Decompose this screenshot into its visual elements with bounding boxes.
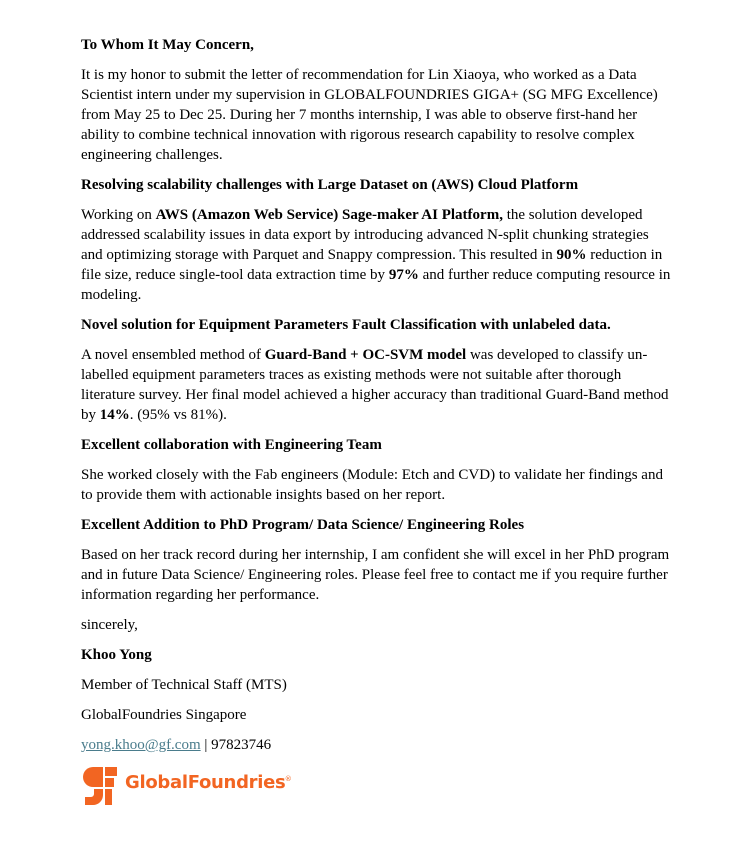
section-collaboration (81, 435, 671, 505)
section-body (81, 345, 671, 425)
body-text: She worked closely with the Fab engineers (Module: Etch and CVD) to validate her findings and to provide them with actionable insights based on her report. (81, 467, 663, 503)
section-phd-program (81, 515, 671, 605)
emphasis-text: AWS (Amazon Web Service) Sage-maker AI Platform, (155, 207, 503, 223)
section-body (81, 545, 671, 605)
emphasis-text: 14% (99, 407, 130, 423)
registered-mark: ® (284, 775, 292, 783)
body-text: Working on (81, 207, 156, 223)
section-heading: Novel solution for Equipment Parameters Fault Classification with unlabeled data. (81, 317, 611, 333)
emphasis-text: 90% (556, 247, 587, 263)
section-heading: Excellent Addition to PhD Program/ Data Science/ Engineering Roles (81, 517, 525, 533)
signatory-title: Member of Technical Staff (MTS) (81, 677, 287, 693)
body-text: . (95% vs 81%). (129, 407, 227, 423)
logo-text: GlobalFoundries (125, 772, 286, 793)
body-text: and further reduce computing resource in modeling. (81, 267, 671, 303)
section-body (81, 205, 671, 305)
body-text: was developed to classify un-labelled equipment parameters traces as existing methods were not suitable after thorough literature survey. Her final model achieved a higher accuracy than traditional Guard-Band method by (81, 347, 669, 423)
body-text: the solution developed addressed scalability issues in data export by introducing advanced N-split chunking strategies and optimizing storage with Parquet and Snappy compression. This resulted in (81, 207, 649, 263)
section-aws (81, 175, 671, 305)
salutation: To Whom It May Concern, (81, 37, 254, 53)
section-body (81, 465, 671, 505)
body-text: Based on her track record during her internship, I am confident she will excel in her PhD program and in future Data Science/ Engineering roles. Please feel free to contact me if you require further information regarding her performance. (81, 547, 670, 603)
section-heading: Excellent collaboration with Engineering Team (81, 437, 382, 453)
company-logo (81, 765, 671, 805)
intro-paragraph: It is my honor to submit the letter of recommendation for Lin Xiaoya, who worked as a Data Scientist intern under my supervision in GLOBALFOUNDRIES GIGA+ (SG MFG Excellence) from May 25 to Dec 25. During her 7 months internship, I was able to observe first-hand her ability to combine technical innovation with rigorous research capability to resolve complex engineering challenges. (81, 67, 658, 163)
section-heading: Resolving scalability challenges with Large Dataset on (AWS) Cloud Platform (81, 177, 579, 193)
section-fault-classification (81, 315, 671, 425)
signatory-name: Khoo Yong (81, 647, 152, 663)
email-link[interactable]: yong.khoo@gf.com (81, 737, 201, 753)
closing: sincerely, (81, 617, 138, 633)
signatory-company: GlobalFoundries Singapore (81, 707, 247, 723)
body-text: A novel ensembled method of (81, 347, 265, 363)
body-text: reduction in file size, reduce single-tool data extraction time by (81, 247, 663, 283)
contact-separator: | (200, 737, 212, 753)
logo-wordmark (125, 772, 292, 793)
emphasis-text: Guard-Band + OC-SVM model (264, 347, 467, 363)
globalfoundries-logo-icon (81, 765, 121, 805)
phone-number: 97823746 (211, 737, 272, 753)
contact-line (81, 735, 671, 755)
emphasis-text: 97% (388, 267, 419, 283)
